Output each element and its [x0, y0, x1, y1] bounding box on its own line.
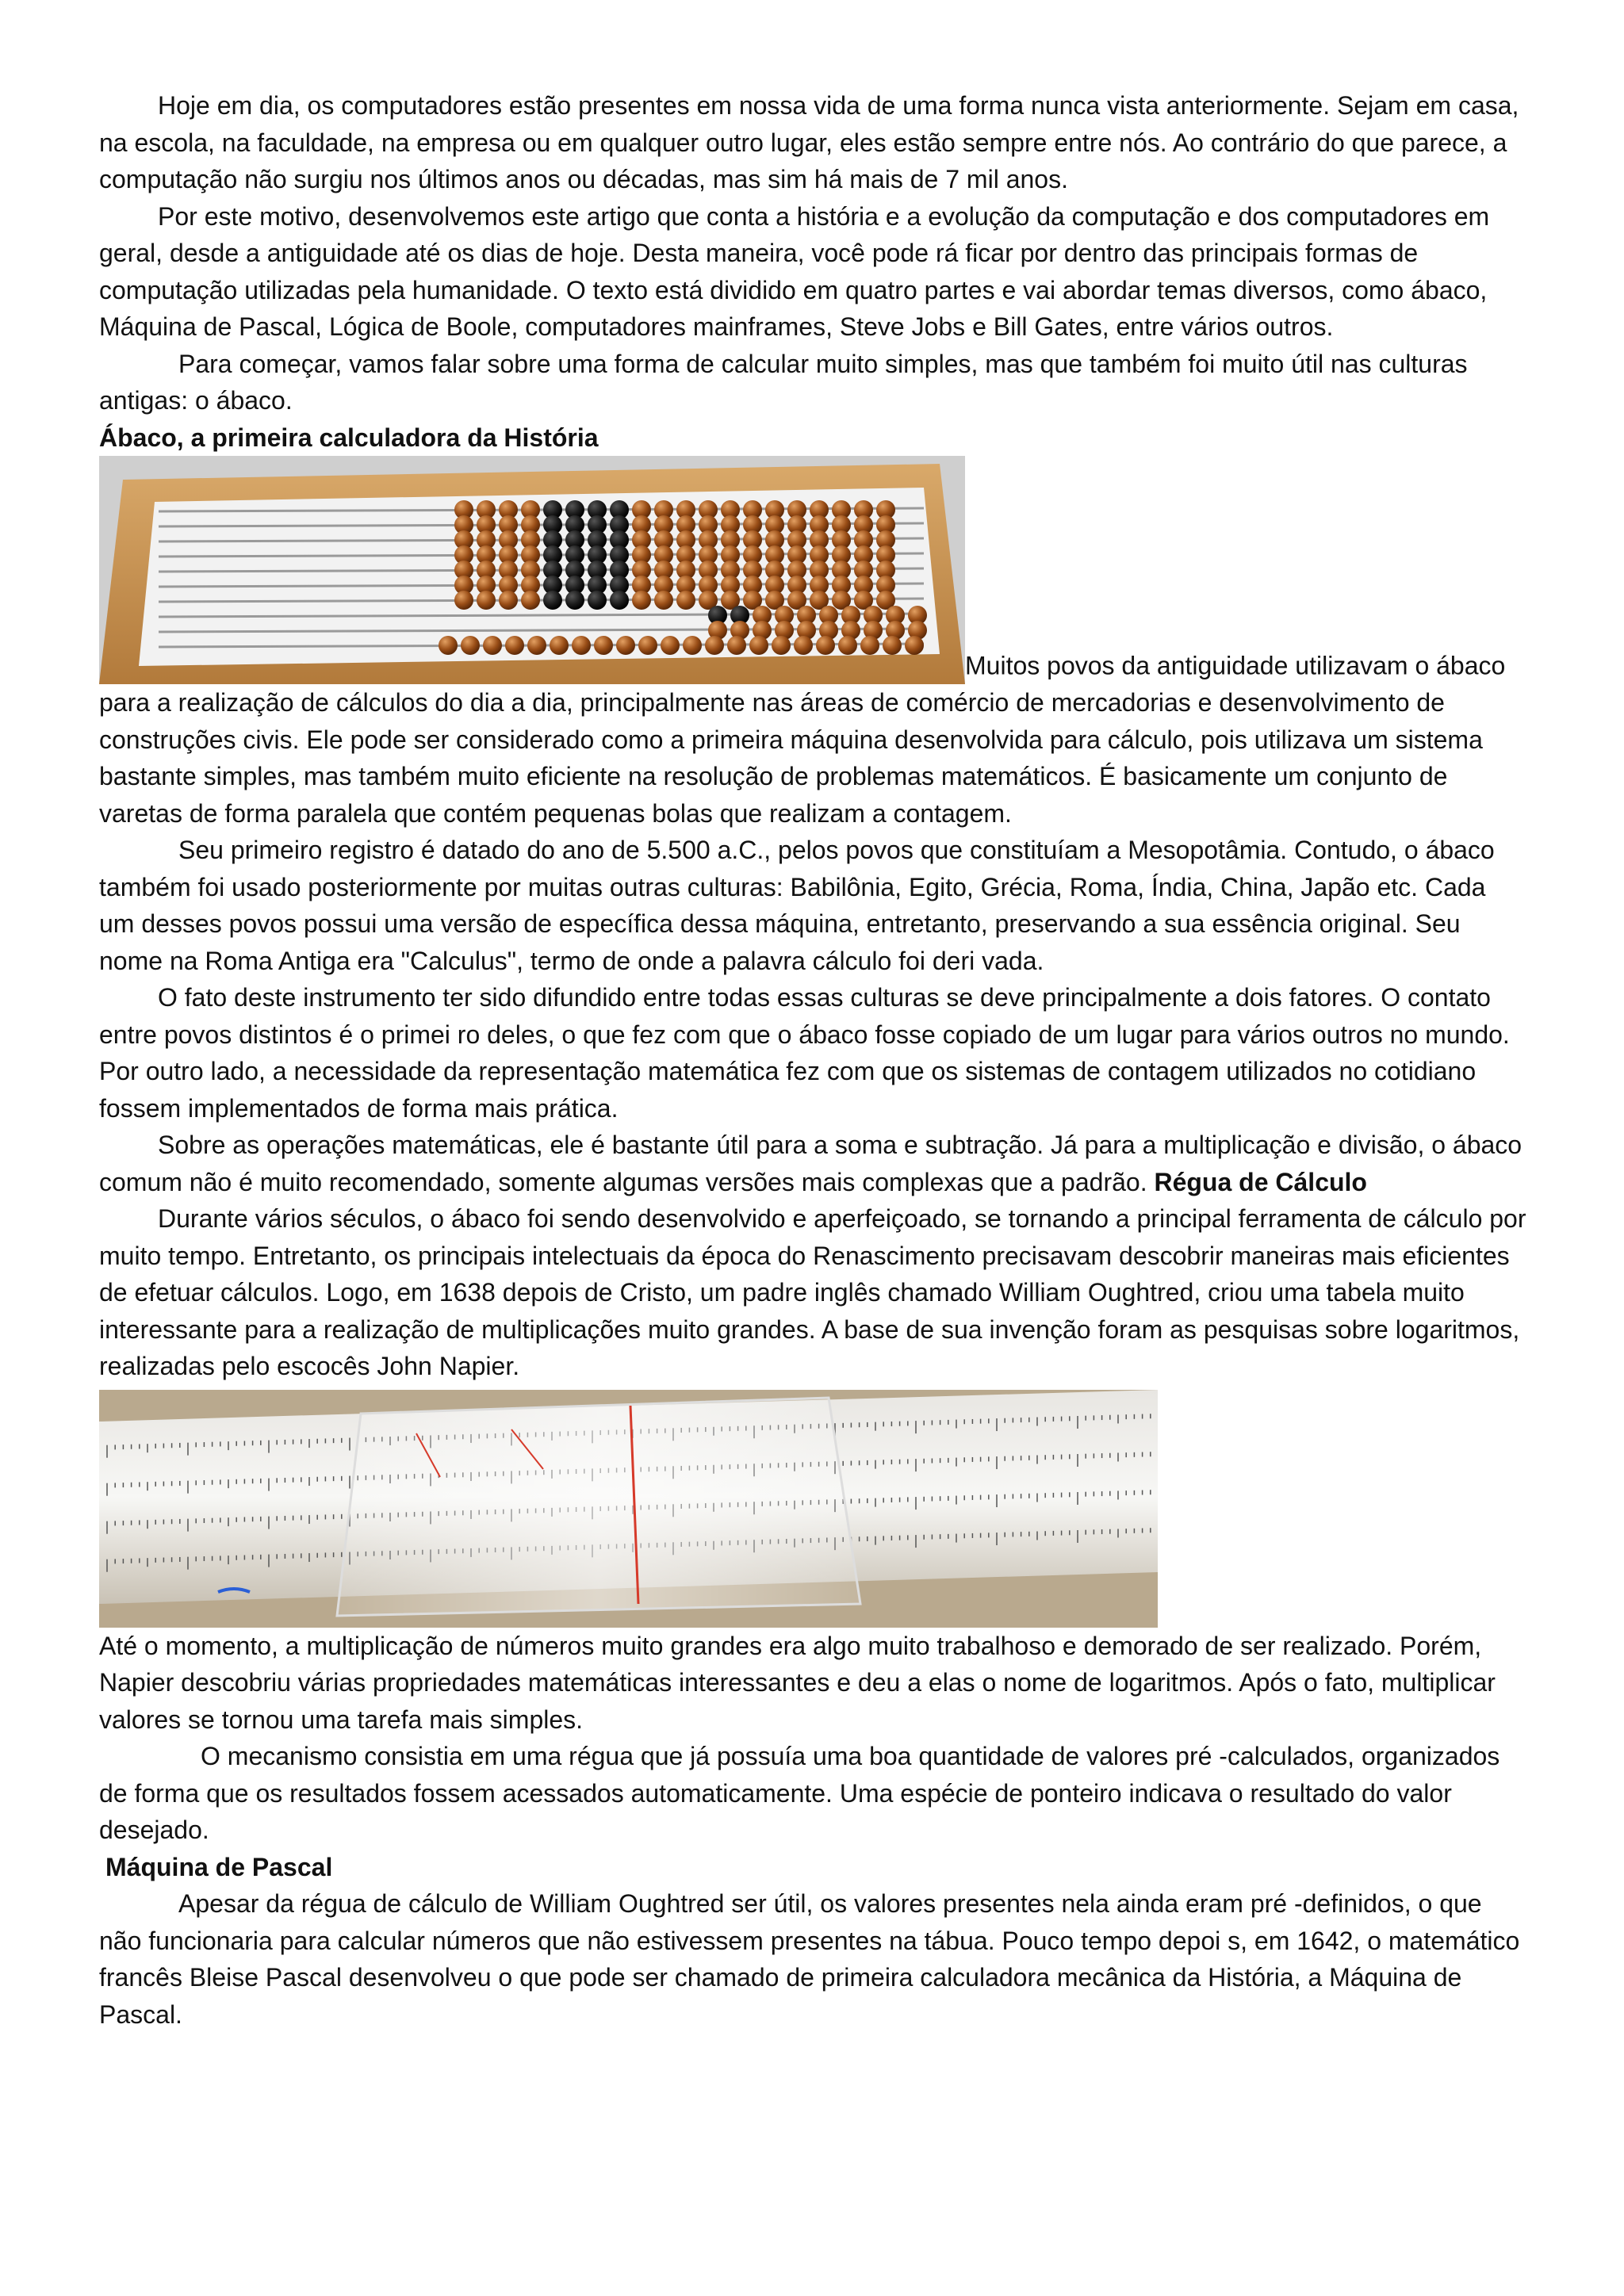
slide-rule-image — [99, 1390, 1158, 1628]
abacus-bead — [616, 636, 635, 655]
abacus-bead — [705, 636, 724, 655]
paragraph-registro: Seu primeiro registro é datado do ano de 5.500 a.C., pelos povos que constituíam a Mesopotâmia. Contudo, o ábaco também foi usado posteriormente por muitas outras culturas: Babilônia, Egito, Grécia, Roma, Índia, China, Japão etc. Cada um desses povos possui uma versão de específica dessa máquina, entretanto, preservando a sua essência original. Seu nome na Roma Antiga era "Calculus", termo de onde a palavra cálculo foi deri vada. — [99, 836, 1495, 975]
paragraph-fato: O fato deste instrumento ter sido difundido entre todas essas culturas se deve principalmente a dois fatores. O contato entre povos distintos é o primei ro deles, o que fez com que o ábaco fosse copiado de um lugar para vários outros no mundo. Por outro lado, a necessidade da representação matemática fez com que os sistemas de contagem utilizados no cotidiano fossem implementados de forma mais prática. — [99, 983, 1510, 1123]
abacus-bead — [588, 591, 607, 610]
paragraph-motivo: Por este motivo, desenvolvemos este artigo que conta a história e a evolução da computação e dos computadores em geral, desde a antiguidade até os dias de hoje. Desta maneira, você pode rá ficar por dentro das principais formas de computação utilizadas pela humanidade. O texto está dividido em quatro partes e vai abordar temas diversos, como ábaco, Máquina de Pascal, Lógica de Boole, computadores mainframes, Steve Jobs e Bill Gates, entre vários outros. — [99, 201, 1490, 341]
abacus-bead — [816, 636, 835, 655]
abacus-bead — [860, 636, 879, 655]
abacus-bead — [505, 636, 524, 655]
abacus-bead — [772, 636, 791, 655]
abacus-photo — [99, 456, 965, 684]
abacus-bead — [521, 591, 540, 610]
abacus-bead — [439, 636, 458, 655]
paragraph-pascal: Apesar da régua de cálculo de William Oughtred ser útil, os valores presentes nela ainda eram pré -definidos, o que não funcionaria para calcular números que não estivessem presentes na tábua. Pouco tempo depoi s, em 1642, o matemático francês Bleise Pascal desenvolveu o que pode ser chamado de primeira calculadora mecânica da História, a Máquina de Pascal. — [99, 1889, 1520, 2029]
paragraph-seculos: Durante vários séculos, o ábaco foi sendo desenvolvido e aperfeiçoado, se tornando a principal ferramenta de cálculo por muito tempo. Entretanto, os principais intelectuais da época do Renascimento precisavam descobrir maneiras mais eficientes de efetuar cálculos. Logo, em 1638 depois de Cristo, um padre inglês chamado William Oughtred, criou uma tabela muito interessante para a realização de multiplicações muito grandes. A base de sua invenção foram as pesquisas sobre logaritmos, realizadas pelo escocês John Napier. — [99, 1204, 1526, 1380]
abacus-bead — [461, 636, 480, 655]
abacus-bead — [654, 591, 673, 610]
abacus-bead — [632, 591, 651, 610]
heading-abaco: Ábaco, a primeira calculadora da História — [99, 423, 599, 452]
abacus-bead — [550, 636, 569, 655]
abacus-bead — [483, 636, 502, 655]
abacus-bead — [638, 636, 657, 655]
abacus-bead — [749, 636, 768, 655]
abacus-bead — [794, 636, 813, 655]
paragraph-intro: Hoje em dia, os computadores estão presentes em nossa vida de uma forma nunca vista anteriormente. Sejam em casa, na escola, na faculdade, na empresa ou em qualquer outro lugar, eles estão sempre entre nós. Ao contrário do que parece, a computação não surgiu nos últimos anos ou décadas, mas sim há mais de 7 mil anos. — [99, 91, 1519, 193]
heading-regua: Régua de Cálculo — [1154, 1167, 1367, 1196]
abacus-bead — [454, 591, 473, 610]
abacus-bead — [594, 636, 613, 655]
abacus-bead — [905, 636, 924, 655]
paragraph-abaco-with-image: Muitos povos da antiguidade utilizavam o ábaco para a realização de cálculos do dia a dia, principalmente nas áreas de comércio de mercadorias e desenvolvimento de construções civis. Ele pode ser considerado como a primeira máquina desenvolvida para cálculo, pois utilizava um sistema bastante simples, mas também muito eficiente na resolução de problemas matemáticos. É basicamente um conjunto de varetas de forma paralela que contém pequenas bolas que realizam a contagem. — [99, 456, 1526, 832]
slide-rule-photo — [99, 1390, 1158, 1628]
abacus-bead — [543, 591, 562, 610]
abacus-bead — [477, 591, 496, 610]
abacus-bead — [683, 636, 702, 655]
abacus-bead — [727, 636, 746, 655]
heading-pascal: Máquina de Pascal — [105, 1852, 333, 1881]
abacus-bead — [883, 636, 902, 655]
paragraph-comecar: Para começar, vamos falar sobre uma forma de calcular muito simples, mas que também foi muito útil nas culturas antigas: o ábaco. — [99, 349, 1468, 415]
paragraph-multiplicacao: Até o momento, a multiplicação de números muito grandes era algo muito trabalhoso e demorado de ser realizado. Porém, Napier descobriu várias propriedades matemáticas interessantes e deu a elas o nome de logaritmos. Após o fato, multiplicar valores se tornou uma tarefa mais simples. — [99, 1631, 1496, 1734]
abacus-bead — [527, 636, 546, 655]
document-page — [99, 87, 1526, 2033]
paragraph-mecanismo: O mecanismo consistia em uma régua que já possuía uma boa quantidade de valores pré -calculados, organizados de forma que os resultados fossem acessados automaticamente. Uma espécie de ponteiro indicava o resultado do valor desejado. — [99, 1742, 1500, 1844]
abacus-image — [99, 456, 965, 684]
abacus-bead — [661, 636, 680, 655]
abacus-bead — [838, 636, 857, 655]
paragraph-operacoes: Sobre as operações matemáticas, ele é bastante útil para a soma e subtração. Já para a multiplicação e divisão, o ábaco comum não é muito recomendado, somente algumas versões mais complexas que a padrão. Régua de Cálculo — [99, 1131, 1522, 1196]
abacus-bead — [565, 591, 584, 610]
abacus-bead — [499, 591, 518, 610]
abacus-bead — [610, 591, 629, 610]
abacus-bead — [676, 591, 695, 610]
abacus-bead — [572, 636, 591, 655]
